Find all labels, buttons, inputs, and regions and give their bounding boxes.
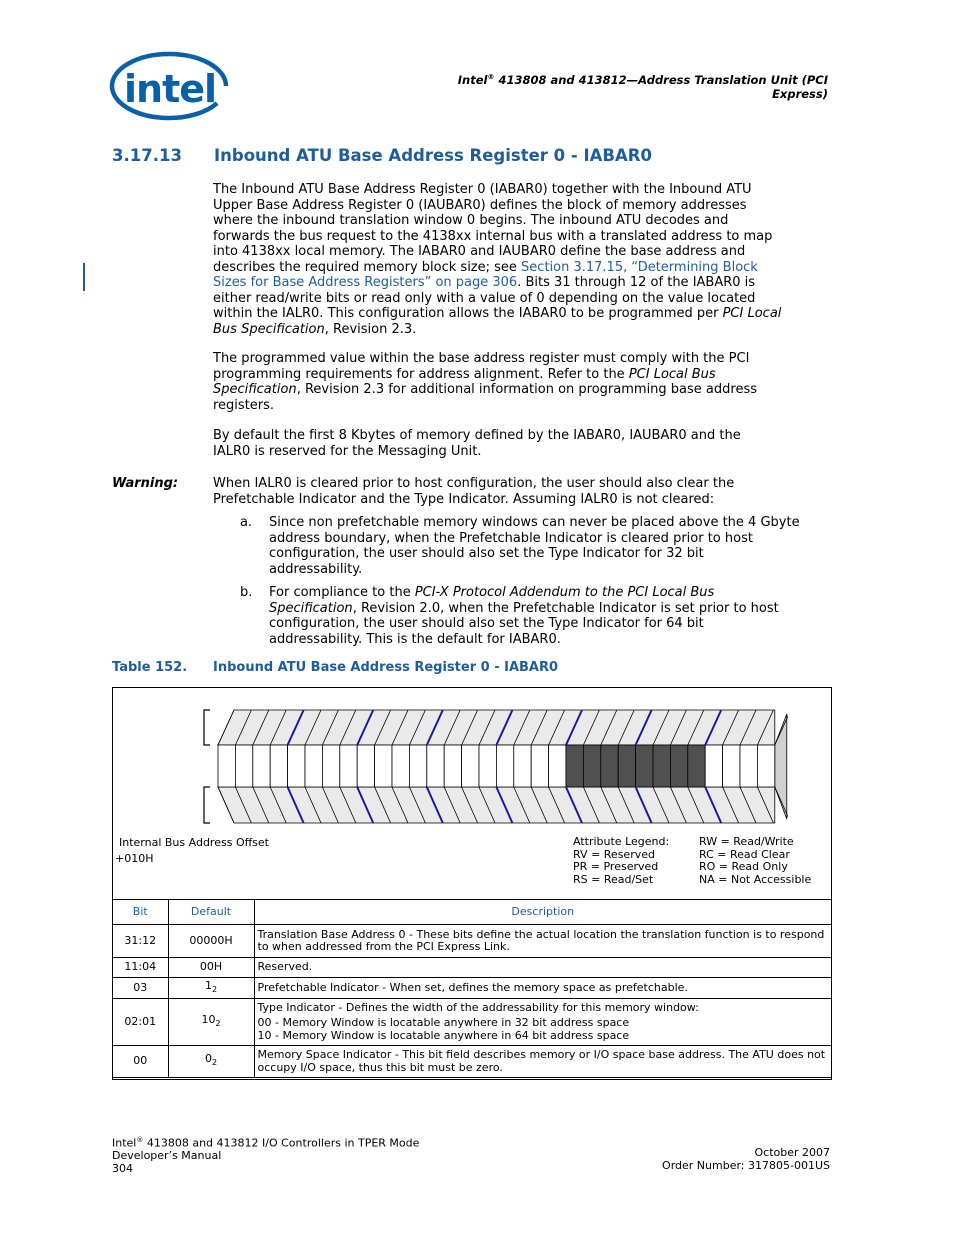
footer-right — [600, 1147, 830, 1172]
footer-date: October 2007 — [754, 1146, 830, 1159]
table-row — [113, 958, 831, 978]
bit-cell — [723, 745, 740, 787]
bit-cell — [705, 745, 722, 787]
bit-cell — [496, 745, 513, 787]
bit-cell — [235, 745, 252, 787]
register-field-table — [113, 899, 831, 1078]
text-line: programming requirements for address alignment. Refer to the PCI Local Bus — [213, 366, 716, 382]
text-line: Specification, Revision 2.3 for additional information on programming base address — [213, 382, 757, 397]
bit-cell — [288, 745, 305, 787]
footer-left: Intel® 413808 and 413812 I/O Controllers in TPER Mode Developer’s Manual 304 — [112, 1136, 420, 1175]
section-number: 3.17.13 — [112, 146, 182, 165]
table-header-row — [113, 900, 831, 925]
table-row — [113, 925, 831, 958]
cell-bit: 02:01 — [113, 999, 168, 1046]
bit-cell — [566, 745, 583, 787]
cell-default: $10_2$ — [168, 999, 254, 1046]
text-line: either read/write bits or read only with a value of 0 depending on the value located — [213, 290, 756, 306]
bit-cell — [583, 745, 600, 787]
bit-cell — [218, 745, 235, 787]
text-line: IALR0 is reserved for the Messaging Unit. — [213, 443, 482, 459]
bit-cell — [514, 745, 531, 787]
offset-label: Internal Bus Address Offset — [119, 836, 269, 849]
paragraph-1 — [213, 182, 833, 337]
bit-cell — [670, 745, 687, 787]
bit-cell — [444, 745, 461, 787]
cell-bit: 03 — [113, 978, 168, 999]
cross-reference-link[interactable]: Sizes for Base Address Registers” on page 306 — [213, 275, 518, 290]
bracket-top — [204, 710, 210, 745]
order-number: Order Number: 317805-001US — [662, 1158, 830, 1172]
cell-description: Translation Base Address 0 - These bits define the actual location the translation function is to respond to when addressed from the PCI Express Link. — [254, 925, 831, 958]
text-line: Upper Base Address Register 0 (IAUBAR0) defines the block of memory addresses — [213, 197, 747, 213]
bracket-bottom — [204, 787, 210, 823]
text-line: When IALR0 is cleared prior to host configuration, the user should also clear the — [213, 476, 735, 491]
cell-description: Reserved. — [254, 958, 831, 978]
table-title: Inbound ATU Base Address Register 0 - IABAR0 — [213, 660, 559, 675]
table-number: Table 152. — [112, 660, 188, 675]
bit-cell — [531, 745, 548, 787]
cell-bit: 31:12 — [113, 925, 168, 958]
offset-value: +010H — [115, 852, 154, 865]
bit-cell — [479, 745, 496, 787]
column-header-default: Default — [168, 900, 254, 925]
paragraph-3 — [213, 428, 833, 459]
table-row — [113, 1046, 831, 1078]
bit-cell — [357, 745, 374, 787]
bit-cell — [340, 745, 357, 787]
register-bitfield-diagram — [198, 708, 788, 828]
list-item-b — [240, 585, 830, 649]
list-text: Since non prefetchable memory windows can never be placed above the 4 Gbyte address boundary, when the Prefetchable Indicator is cleared prior to host configuration, the user should also set the Type Indicator for 32 bit addressability. — [269, 515, 800, 577]
warning-label: Warning: — [112, 476, 179, 491]
text-line: describes the required memory block size; see Section 3.17.15, “Determining Block — [213, 259, 758, 275]
text-line: into 4138xx local memory. The IABAR0 and IAUBAR0 define the base address and — [213, 244, 746, 259]
text-line: forwards the bus request to the 4138xx internal bus with a translated address to map — [213, 228, 773, 244]
running-header: Intel® 413808 and 413812—Address Translation Unit (PCI Express) — [457, 73, 828, 101]
bit-cell — [392, 745, 409, 787]
table-caption — [112, 660, 558, 675]
cell-default: 00H — [168, 958, 254, 978]
cross-reference-link[interactable]: Section 3.17.15, “Determining Block — [521, 259, 758, 275]
bit-cell — [427, 745, 444, 787]
bit-cell — [375, 745, 392, 787]
bit-cell — [636, 745, 653, 787]
text-line: The programmed value within the base address register must comply with the PCI — [213, 351, 750, 366]
cell-default: 00000H — [168, 925, 254, 958]
list-marker: a. — [240, 515, 253, 530]
bit-cell — [549, 745, 566, 787]
cell-description: Memory Space Indicator - This bit field describes memory or I/O space base address. The ATU does not occupy I/O space, thus this bit must be zero. — [254, 1046, 831, 1078]
text-line: The Inbound ATU Base Address Register 0 (IABAR0) together with the Inbound ATU — [213, 182, 752, 197]
bit-cell — [653, 745, 670, 787]
bit-cell — [322, 745, 339, 787]
table-row — [113, 978, 831, 999]
text-line: Sizes for Base Address Registers” on page 306. Bits 31 through 12 of the IABAR0 is — [213, 275, 756, 290]
text-line: Prefetchable Indicator and the Type Indicator. Assuming IALR0 is not cleared: — [213, 491, 715, 507]
table-row — [113, 999, 831, 1046]
page-number: 304 — [112, 1161, 133, 1175]
bit-cell — [305, 745, 322, 787]
change-bar — [83, 263, 85, 291]
cell-description: Prefetchable Indicator - When set, defines the memory space as prefetchable. — [254, 978, 831, 999]
paragraph-2 — [213, 351, 833, 413]
list-marker: b. — [240, 585, 253, 600]
cell-description: Type Indicator - Defines the width of the addressability for this memory window: 00 - Memory Window is locatable anywhere in 32 bit address space 10 - Memory Window is locatable anywhere in 64 bit address space — [254, 999, 831, 1046]
bit-cell — [270, 745, 287, 787]
bit-cell — [618, 745, 635, 787]
text-line: Bus Specification, Revision 2.3. — [213, 321, 417, 337]
section-heading — [112, 146, 652, 165]
bit-cell — [740, 745, 757, 787]
list-item-a — [240, 515, 830, 579]
bit-cell — [253, 745, 270, 787]
bit-cell — [409, 745, 426, 787]
list-text: For compliance to the PCI-X Protocol Addendum to the PCI Local Bus Specification, Revision 2.0, when the Prefetchable Indicator is set prior to host configuration, the user should also set the Type Indicator for 64 bit addressability. This is the default for IABAR0. — [269, 585, 779, 647]
text-line: within the IALR0. This configuration allows the IABAR0 to be programmed per PCI Local — [213, 306, 782, 321]
text-line: where the inbound translation window 0 begins. The inbound ATU decodes and — [213, 213, 729, 228]
column-header-description: Description — [254, 900, 831, 925]
attribute-legend: Attribute Legend: RW = Read/Write RV = Reserved RC = Read Clear PR = Preserved RO = Read Only RS = Read/Set NA = Not Accessible — [573, 835, 812, 886]
intel-logo — [108, 48, 230, 128]
bit-cell — [688, 745, 705, 787]
text-line: By default the first 8 Kbytes of memory defined by the IABAR0, IAUBAR0 and the — [213, 428, 741, 443]
column-header-bit: Bit — [113, 900, 168, 925]
bit-cell — [462, 745, 479, 787]
svg-text:intel: intel — [124, 67, 217, 111]
cell-default: $0_2$ — [168, 1046, 254, 1078]
section-title: Inbound ATU Base Address Register 0 - IABAR0 — [214, 146, 652, 165]
bit-cell — [601, 745, 618, 787]
cell-bit: 00 — [113, 1046, 168, 1078]
cell-default: $1_2$ — [168, 978, 254, 999]
warning-text — [213, 476, 833, 507]
text-line: registers. — [213, 397, 275, 413]
side-face — [775, 714, 787, 819]
cell-bit: 11:04 — [113, 958, 168, 978]
bit-cell — [757, 745, 774, 787]
